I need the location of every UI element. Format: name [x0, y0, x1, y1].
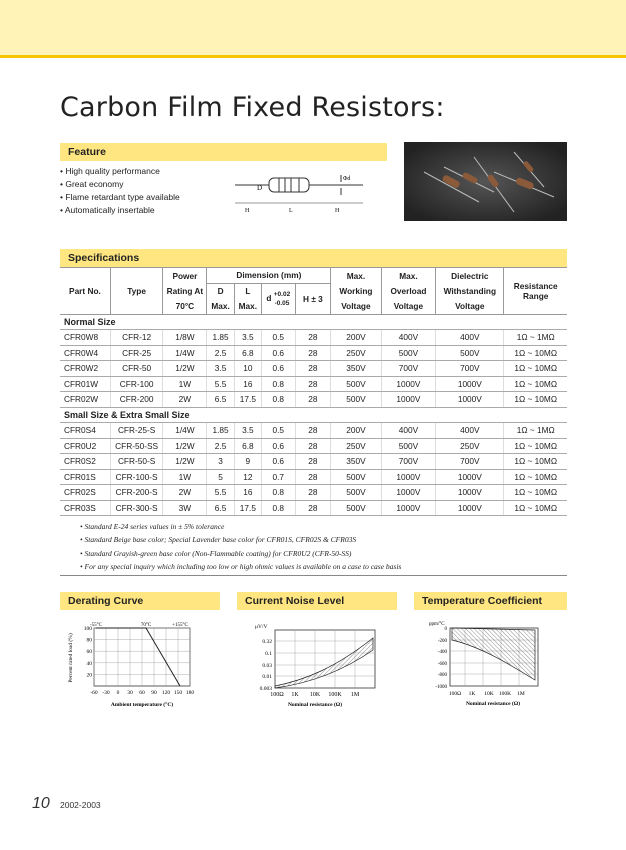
col-lead-d: d +0.02 -0.05 — [262, 283, 296, 314]
note: • Standard Grayish-green base color (Non-Flammable coating) for CFR0U2 (CFR-50-SS) — [80, 547, 401, 560]
feature-header: Feature — [60, 143, 387, 161]
derating-xtick: 150 — [173, 690, 183, 696]
derating-xtick: 120 — [161, 690, 171, 696]
table-cell: 200V — [331, 423, 381, 439]
table-cell: CFR-100-S — [110, 469, 162, 485]
table-cell: 1000V — [436, 376, 504, 392]
derating-mark-label: +155°C — [172, 623, 188, 628]
table-cell: CFR03S — [60, 500, 110, 516]
table-row — [60, 469, 567, 485]
specifications-body — [60, 314, 567, 516]
table-cell: 1W — [163, 469, 207, 485]
table-cell: 1W — [163, 376, 207, 392]
table-group-row — [60, 407, 567, 423]
table-cell: CFR0S4 — [60, 423, 110, 439]
table-cell: 5 — [207, 469, 234, 485]
table-cell: 1Ω ~ 10MΩ — [504, 361, 567, 377]
tempco-xtick: 100K — [498, 691, 512, 697]
table-cell: 250V — [331, 438, 381, 454]
table-cell: 1000V — [436, 485, 504, 501]
table-cell: 6.5 — [207, 500, 234, 516]
table-cell: 400V — [381, 423, 436, 439]
derating-xtick: -30 — [102, 690, 110, 696]
col-dielectric-2: Withstanding — [436, 283, 504, 299]
table-cell: 0.5 — [262, 330, 296, 346]
table-cell: 12 — [234, 469, 261, 485]
noise-ytick: 0.003 — [259, 686, 272, 692]
tempco-header: Temperature Coefficient — [414, 592, 567, 610]
table-cell: 0.8 — [262, 376, 296, 392]
table-cell: 400V — [381, 330, 436, 346]
noise-ytick: 0.03 — [262, 663, 272, 669]
table-cell: CFR-50-S — [110, 454, 162, 470]
table-cell: 17.5 — [234, 392, 261, 408]
derating-xtick: 60 — [139, 690, 145, 696]
col-working-3: Voltage — [331, 299, 381, 315]
group-title: Small Size & Extra Small Size — [60, 407, 567, 423]
table-cell: 1000V — [436, 469, 504, 485]
table-cell: 1Ω ~ 1MΩ — [504, 423, 567, 439]
feature-list — [60, 165, 180, 217]
table-cell: 1.85 — [207, 330, 234, 346]
table-cell: 0.6 — [262, 454, 296, 470]
table-cell: 1Ω ~ 1MΩ — [504, 330, 567, 346]
noise-ytick: 0.1 — [265, 651, 272, 657]
col-part-no: Part No. — [60, 268, 110, 315]
table-cell: CFR-50-SS — [110, 438, 162, 454]
table-cell: 0.8 — [262, 485, 296, 501]
note: • Standard Beige base color; Special Lavender base color for CFR01S, CFR02S & CFR03S — [80, 533, 401, 546]
table-cell: 1/8W — [163, 330, 207, 346]
table-cell: 28 — [295, 376, 331, 392]
table-cell: 700V — [381, 454, 436, 470]
table-cell: 350V — [331, 361, 381, 377]
table-cell: 0.6 — [262, 345, 296, 361]
tempco-ytick: -800 — [437, 673, 447, 678]
table-cell: 28 — [295, 345, 331, 361]
table-cell: 3.5 — [234, 423, 261, 439]
table-cell: 3W — [163, 500, 207, 516]
table-cell: 1.85 — [207, 423, 234, 439]
table-cell: 250V — [436, 438, 504, 454]
table-cell: 1Ω ~ 10MΩ — [504, 392, 567, 408]
l-label: L — [289, 208, 293, 214]
noise-xlabel: Nominal resistance (Ω) — [287, 702, 343, 708]
table-cell: CFR0W2 — [60, 361, 110, 377]
table-cell: 3.5 — [207, 361, 234, 377]
table-cell: 1Ω ~ 10MΩ — [504, 454, 567, 470]
derating-xtick: 90 — [151, 690, 157, 696]
table-cell: CFR0S2 — [60, 454, 110, 470]
table-cell: 1000V — [381, 376, 436, 392]
table-cell: 28 — [295, 361, 331, 377]
table-cell: 1Ω ~ 10MΩ — [504, 438, 567, 454]
table-cell: 3 — [207, 454, 234, 470]
table-cell: 5.5 — [207, 485, 234, 501]
table-cell: 1000V — [381, 500, 436, 516]
table-cell: 500V — [436, 345, 504, 361]
table-cell: CFR-50 — [110, 361, 162, 377]
table-row — [60, 423, 567, 439]
table-cell: 1Ω ~ 10MΩ — [504, 345, 567, 361]
table-row — [60, 485, 567, 501]
table-cell: 1Ω ~ 10MΩ — [504, 469, 567, 485]
table-cell: 28 — [295, 438, 331, 454]
derating-xlabel: Ambient temperature (°C) — [110, 702, 174, 708]
col-d: D — [207, 283, 234, 299]
top-band — [0, 0, 626, 58]
noise-xtick: 100Ω — [270, 692, 284, 698]
table-cell: 500V — [331, 376, 381, 392]
tempco-ytick: -400 — [437, 650, 447, 655]
derating-xtick: -60 — [90, 690, 98, 696]
table-cell: 500V — [381, 438, 436, 454]
tempco-ytick: -200 — [437, 639, 447, 644]
list-item: • High quality performance — [60, 165, 180, 178]
table-row — [60, 361, 567, 377]
table-row — [60, 392, 567, 408]
derating-ytick: 40 — [86, 660, 92, 667]
phi-d-label: Φd — [343, 176, 351, 182]
table-cell: CFR02W — [60, 392, 110, 408]
col-dimension: Dimension (mm) — [207, 268, 331, 284]
derating-ytick: 100 — [83, 626, 92, 632]
d-label: D — [257, 184, 263, 192]
table-cell: 700V — [436, 361, 504, 377]
table-cell: 1000V — [381, 392, 436, 408]
table-cell: 6.8 — [234, 345, 261, 361]
table-cell: 28 — [295, 392, 331, 408]
table-cell: 16 — [234, 485, 261, 501]
table-cell: 2W — [163, 392, 207, 408]
specifications-header: Specifications — [60, 249, 567, 267]
noise-xtick: 10K — [309, 692, 321, 698]
table-cell: 400V — [436, 423, 504, 439]
table-cell: CFR-200 — [110, 392, 162, 408]
table-cell: 1Ω ~ 10MΩ — [504, 500, 567, 516]
table-cell: CFR01S — [60, 469, 110, 485]
col-working-1: Max. — [331, 268, 381, 284]
table-cell: CFR0W8 — [60, 330, 110, 346]
col-overload-2: Overload — [381, 283, 436, 299]
table-row — [60, 376, 567, 392]
table-cell: 1000V — [381, 485, 436, 501]
noise-unit: μV/V — [255, 624, 268, 630]
table-cell: CFR-25-S — [110, 423, 162, 439]
col-l: L — [234, 283, 261, 299]
table-cell: 1/2W — [163, 438, 207, 454]
col-l-max: Max. — [234, 299, 261, 315]
tempco-xtick: 10K — [484, 691, 494, 697]
table-cell: 0.5 — [262, 423, 296, 439]
table-cell: 1000V — [436, 392, 504, 408]
noise-ytick: 0.01 — [262, 674, 272, 680]
table-cell: 500V — [331, 500, 381, 516]
tempco-xlabel: Nominal resistance (Ω) — [465, 701, 521, 707]
table-cell: 2.5 — [207, 345, 234, 361]
derating-ytick: 20 — [86, 672, 92, 679]
table-cell: 1000V — [436, 500, 504, 516]
page-title: Carbon Film Fixed Resistors: — [60, 92, 445, 123]
table-cell: CFR0W4 — [60, 345, 110, 361]
noise-ytick: 0.32 — [262, 639, 272, 645]
tempco-xtick: 1K — [468, 691, 476, 697]
list-item: • Automatically insertable — [60, 204, 180, 217]
table-cell: 500V — [331, 469, 381, 485]
table-row — [60, 454, 567, 470]
table-cell: 500V — [331, 392, 381, 408]
tempco-unit: ppm/°C — [429, 622, 445, 627]
table-cell: 700V — [436, 454, 504, 470]
specifications-table — [60, 267, 567, 516]
table-cell: 0.7 — [262, 469, 296, 485]
col-d-max: Max. — [207, 299, 234, 315]
table-cell: 9 — [234, 454, 261, 470]
col-working-2: Working — [331, 283, 381, 299]
note: • For any special inquiry which including too low or high ohmic values is available on a case to case basis — [80, 560, 401, 573]
tempco-ytick: -1000 — [435, 685, 447, 690]
table-cell: 6.8 — [234, 438, 261, 454]
table-cell: 28 — [295, 330, 331, 346]
table-cell: CFR-100 — [110, 376, 162, 392]
table-cell: 2W — [163, 485, 207, 501]
table-cell: 28 — [295, 454, 331, 470]
table-row — [60, 438, 567, 454]
table-cell: 0.6 — [262, 361, 296, 377]
table-cell: 0.8 — [262, 392, 296, 408]
col-power-2: Rating At — [163, 283, 207, 299]
derating-header: Derating Curve — [60, 592, 220, 610]
col-power-1: Power — [163, 268, 207, 284]
derating-ytick: 60 — [86, 649, 92, 656]
table-cell: CFR0U2 — [60, 438, 110, 454]
derating-xtick: 30 — [127, 690, 133, 696]
table-cell: CFR01W — [60, 376, 110, 392]
table-cell: 700V — [381, 361, 436, 377]
col-dielectric-3: Voltage — [436, 299, 504, 315]
noise-xtick: 100K — [328, 692, 342, 698]
h-label-right: H — [335, 208, 340, 214]
table-cell: 10 — [234, 361, 261, 377]
list-item: • Flame retardant type available — [60, 191, 180, 204]
derating-ytick: 80 — [86, 637, 92, 644]
table-cell: 500V — [381, 345, 436, 361]
table-cell: 1/2W — [163, 361, 207, 377]
resistor-dimension-diagram — [235, 170, 365, 215]
h-label-left: H — [245, 208, 250, 214]
table-cell: 1000V — [381, 469, 436, 485]
col-h: H ± 3 — [295, 283, 331, 314]
notes-list — [80, 520, 401, 573]
derating-chart — [62, 618, 202, 710]
table-cell: CFR-300-S — [110, 500, 162, 516]
table-cell: CFR02S — [60, 485, 110, 501]
noise-chart — [245, 618, 385, 710]
table-cell: 350V — [331, 454, 381, 470]
noise-header: Current Noise Level — [237, 592, 397, 610]
table-row — [60, 345, 567, 361]
table-cell: 1/4W — [163, 345, 207, 361]
tempco-chart — [425, 618, 565, 710]
table-cell: CFR-12 — [110, 330, 162, 346]
derating-mark-label: 70°C — [140, 623, 152, 628]
table-cell: 16 — [234, 376, 261, 392]
table-cell: CFR-200-S — [110, 485, 162, 501]
derating-xtick: 180 — [185, 690, 195, 696]
table-cell: 28 — [295, 500, 331, 516]
noise-xtick: 1K — [291, 692, 299, 698]
table-cell: 28 — [295, 423, 331, 439]
group-title: Normal Size — [60, 314, 567, 330]
table-cell: 2.5 — [207, 438, 234, 454]
col-overload-3: Voltage — [381, 299, 436, 315]
noise-xtick: 1M — [350, 692, 360, 698]
tempco-xtick: 1M — [517, 691, 525, 697]
divider — [60, 575, 567, 576]
table-cell: 1/4W — [163, 423, 207, 439]
resistor-photo — [404, 142, 567, 221]
table-cell: 5.5 — [207, 376, 234, 392]
col-type: Type — [110, 268, 162, 315]
table-cell: 0.6 — [262, 438, 296, 454]
table-cell: 17.5 — [234, 500, 261, 516]
col-dielectric-1: Dielectric — [436, 268, 504, 284]
table-cell: 200V — [331, 330, 381, 346]
table-cell: 400V — [436, 330, 504, 346]
tempco-xtick: 100Ω — [448, 691, 462, 697]
derating-ylabel: Percent rated load (%) — [68, 633, 74, 683]
table-row — [60, 500, 567, 516]
col-overload-1: Max. — [381, 268, 436, 284]
table-group-row — [60, 314, 567, 330]
table-cell: 6.5 — [207, 392, 234, 408]
page-number: 10 — [32, 795, 50, 812]
derating-mark-label: -55°C — [90, 623, 102, 628]
table-cell: CFR-25 — [110, 345, 162, 361]
col-power-3: 70°C — [163, 299, 207, 315]
tempco-ytick: -600 — [437, 662, 447, 667]
table-cell: 1Ω ~ 10MΩ — [504, 485, 567, 501]
note: • Standard E-24 series values in ± 5% tolerance — [80, 520, 401, 533]
table-cell: 0.8 — [262, 500, 296, 516]
table-cell: 1/2W — [163, 454, 207, 470]
list-item: • Great economy — [60, 178, 180, 191]
table-cell: 500V — [331, 485, 381, 501]
table-cell: 1Ω ~ 10MΩ — [504, 376, 567, 392]
table-cell: 28 — [295, 469, 331, 485]
tempco-ytick: 0 — [444, 627, 447, 632]
table-cell: 28 — [295, 485, 331, 501]
table-row — [60, 330, 567, 346]
derating-xtick: 0 — [116, 690, 120, 696]
table-cell: 3.5 — [234, 330, 261, 346]
table-cell: 250V — [331, 345, 381, 361]
footer-year: 2002-2003 — [60, 800, 101, 810]
col-resistance: Resistance Range — [504, 268, 567, 315]
